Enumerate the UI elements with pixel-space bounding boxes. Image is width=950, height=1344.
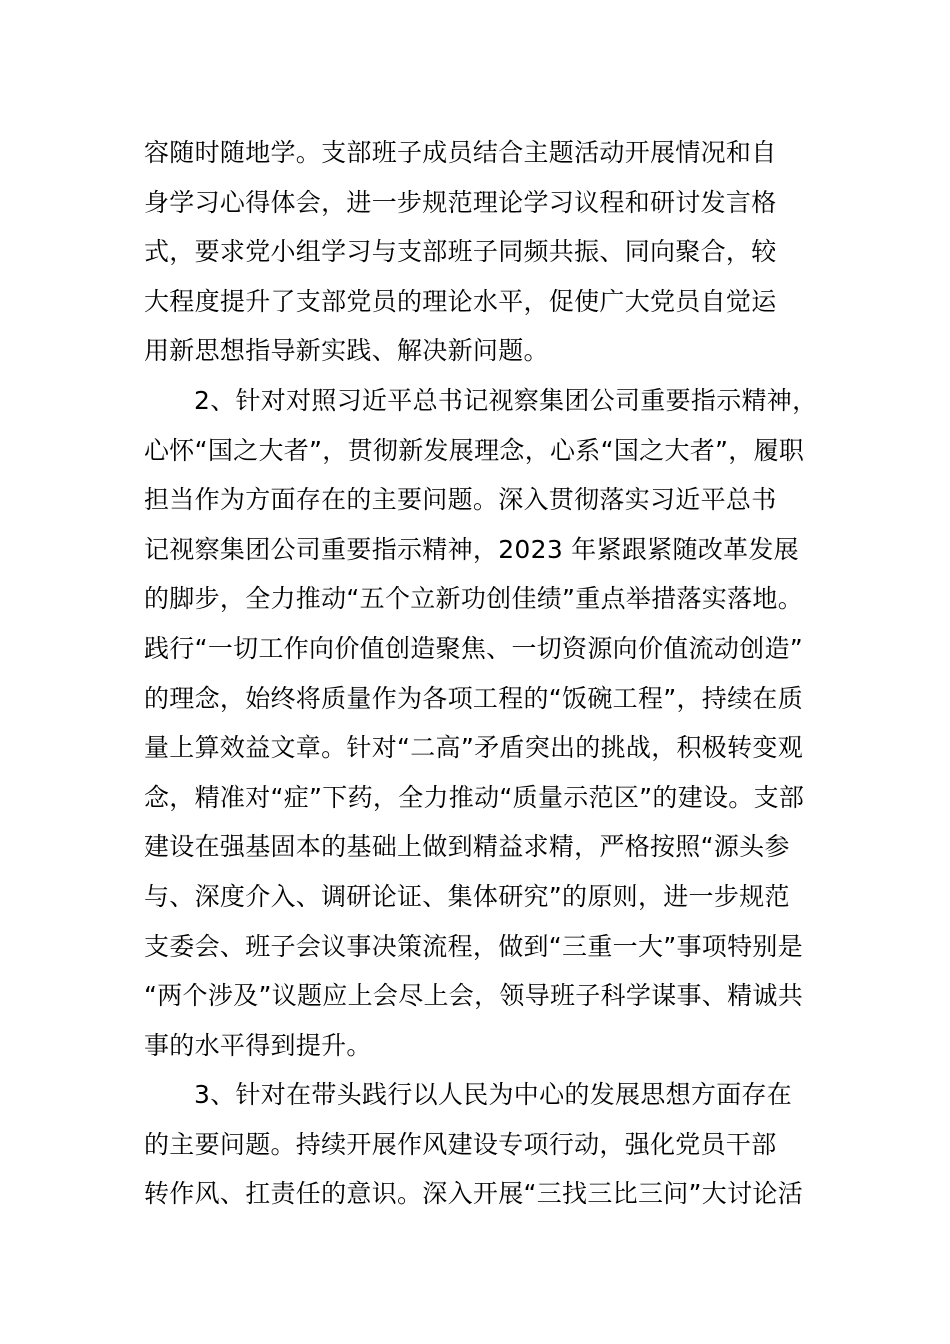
paragraph-2-first-line: 2、针对对照习近平总书记视察集团公司重要指示精神， [194,385,818,415]
text-line: 心怀“国之大者”，贯彻新发展理念，心系“国之大者”，履职 [144,435,805,465]
text-line: 担当作为方面存在的主要问题。深入贯彻落实习近平总书 [144,485,777,515]
body-text [144,128,834,1219]
text-line: “两个涉及”议题应上会尽上会，领导班子科学谋事、精诚共 [144,981,804,1011]
text-line: 的主要问题。持续开展作风建设专项行动，强化党员干部 [144,1129,777,1159]
paragraph-3-first-line: 3、针对在带头践行以人民为中心的发展思想方面存在 [194,1080,793,1110]
text-line: 身学习心得体会，进一步规范理论学习议程和研讨发言格 [144,187,777,217]
text-line: 量上算效益文章。针对“二高”矛盾突出的挑战，积极转变观 [144,733,804,763]
text-line: 转作风、扛责任的意识。深入开展“三找三比三问”大讨论活 [144,1179,804,1209]
text-line: 建设在强基固本的基础上做到精益求精，严格按照“源头参 [144,832,790,862]
text-line: 的脚步，全力推动“五个立新功创佳绩”重点举措落实落地。 [144,584,804,614]
text-line: 容随时随地学。支部班子成员结合主题活动开展情况和自 [144,138,777,167]
text-line: 支委会、班子会议事决策流程，做到“三重一大”事项特别是 [144,931,804,961]
text-line: 事的水平得到提升。 [144,1030,372,1060]
text-line: 记视察集团公司重要指示精神，2023 年紧跟紧随改革发展 [144,534,799,564]
text-line: 大程度提升了支部党员的理论水平，促使广大党员自觉运 [144,286,777,316]
text-line: 的理念，始终将质量作为各项工程的“饭碗工程”，持续在质 [144,683,804,713]
text-line: 式，要求党小组学习与支部班子同频共振、同向聚合，较 [144,237,777,267]
text-line: 念，精准对“症”下药，全力推动“质量示范区”的建设。支部 [144,782,805,812]
text-line: 用新思想指导新实践、解决新问题。 [144,336,549,366]
text-line: 践行“一切工作向价值创造聚焦、一切资源向价值流动创造” [144,633,804,663]
text-line: 与、深度介入、调研论证、集体研究”的原则，进一步规范 [144,881,790,911]
